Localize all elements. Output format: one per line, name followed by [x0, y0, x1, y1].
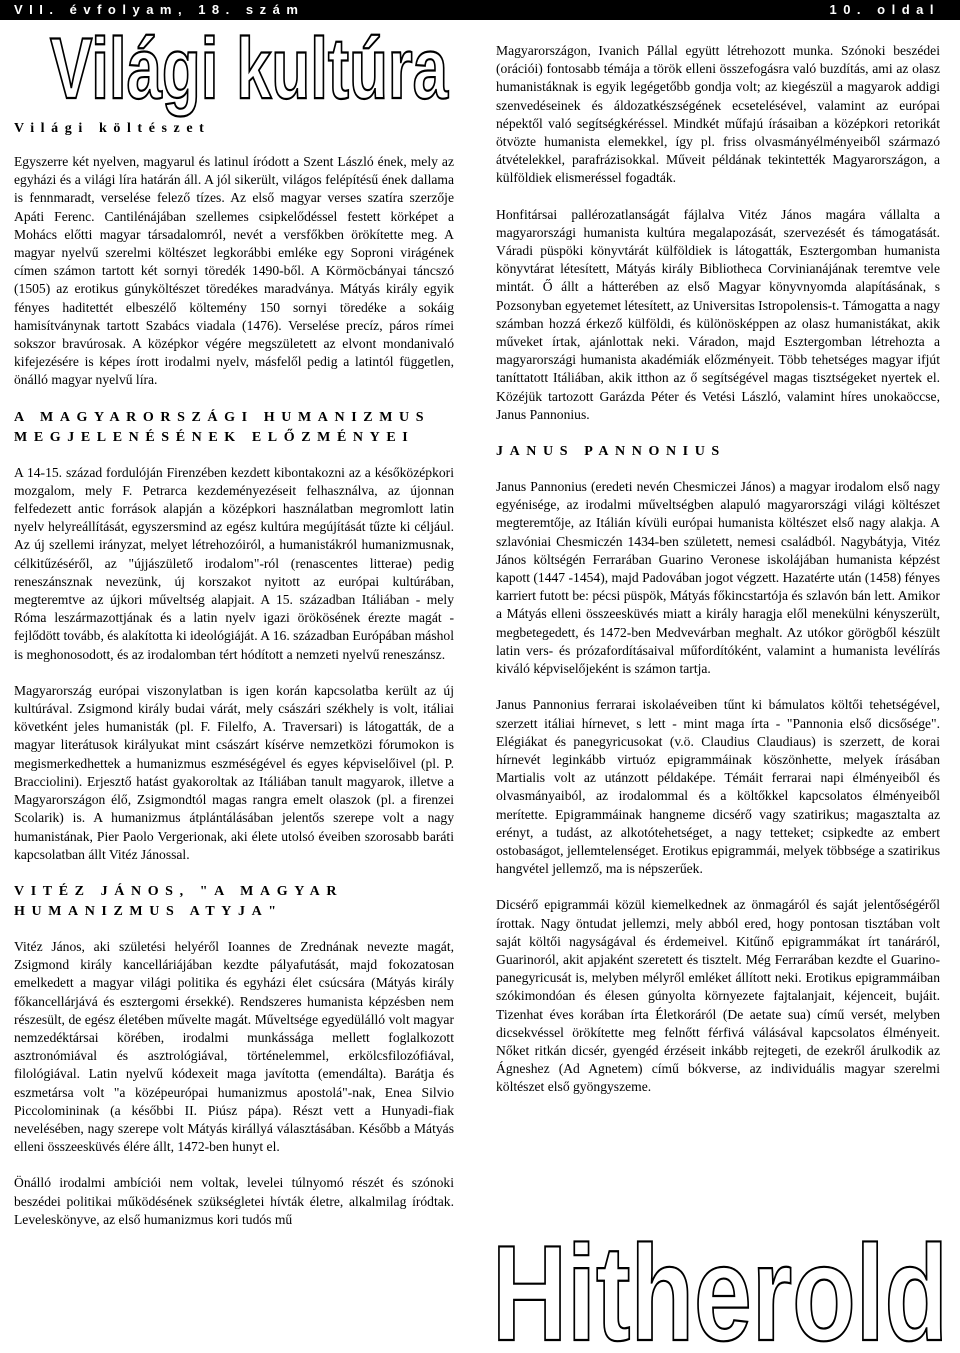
issue-label: VII. évfolyam, 18. szám [14, 2, 305, 17]
footer-title-text: Hitherold [492, 1217, 948, 1353]
paragraph: Janus Pannonius ferrarai iskolaéveiben tűnt ki bámulatos költői tehetségével, szerzett itáliai hírnevet, s lett - mint maga írta - "Pannonia első dicsősége". Elégiákat és panegyricusokat (v.ö. Claudius Claudiaus) is szerzett, de korai hírnevét leginkább virtuóz epigrammáinak köszönhette, melyek írásában Martialis volt az utánzott példaképe. Témáit ferrarai napi élményeiből és olvasmányaiból, az irodalommal és a költőkkel kapcsolatos élményeiből merítette. Epigrammáinak hangneme dicsérő vagy szatirikus; magasztalta az erényt, a tudást, az alkotótehetséget, a nagy tetteket; csipkedte az embert ostobaságot, jellemtelenséget. Erotikus epigrammái, melyek többsége a szatirikus hangvétel jellemző, ma is népszerűek. [496, 697, 940, 877]
section-title-humanizmus-elozmenyei: A MAGYARORSZÁGI HUMANIZMUS MEGJELENÉSÉNEK ELŐZMÉNYEI [14, 409, 431, 445]
section-title-janus-pannonius: JANUS PANNONIUS [496, 444, 726, 460]
paragraph: Magyarország európai viszonylatban is igen korán kapcsolatba került az új kultúrával. Zsigmond király budai várát, mely császári székhely is volt, itáliai követként jeles humanisták (pl. F. Filelfo, A. Traversari) is látogatták, de a magyar literátusok királyukat mint császárt kísérve nemzetközi fórumokon is megismerkedhettek a humanizmus eszméségével és egyes képviselőivel (pl. P. Bracciolini). Erjesztő hatást gyakoroltak az Itáliában tanult magyarok, illetve a Magyarországon élő, Zsigmondtól magas rangra emelt olaszok (pl. a firenzei Scolarik) is. A humanizmus átplántálásában jelentős szerepe volt a nagy humanistának, Pier Paolo Vergerionak, aki élete utolsó éveiben szorosabb baráti kapcsolatban állt Vitéz Jánossal. [14, 682, 454, 862]
left-column [14, 119, 454, 1229]
footer-title [490, 1217, 950, 1353]
banner-title [50, 21, 450, 117]
paragraph: Önálló irodalmi ambíciói nem voltak, levelei túlnyomó részét és szónoki beszédei politikai működésének szükségletei hívták életre, alkalmilag íródtak. Leveleskönyve, az első humanizmus kori tudós mű [14, 1175, 454, 1227]
paragraph: Dicsérő epigrammái közül kiemelkednek az önmagáról és saját jelentőségéről írottak. Nagy öntudat jellemzi, mely abból ered, hogy pontosan tisztában volt saját költői nagyságával és érdemeivel. Kitűnő epigrammákat írt tanáráról, Guarinoról, akit apjaként szeretett és tisztelt. Még Ferrarában kezdte el Guarino-panegyricusát is, melyben mélyről emléket állított neki. Erotikus epigrammáiban szókimondóan és élesen gúnyolta környezete fajtalanjait, kéjenceit, bujáit. Tizenhat éves korában írta Életkoráról (De aetate sua) című versét, melyben dicsekvéssel örökítette meg felnőtt férfivá válásával kapcsolatos élményeit. Nőket ritkán dicsér, gyengéd érzéseit inkább rejtegeti, de ezekről árulkodik az Ágneshez (Ad Agnetem) című bókverse, az individuális magyar szerelmi költészet első gyöngyszeme. [496, 897, 940, 1095]
page-number: 10. oldal [829, 2, 940, 17]
paragraph: A 14-15. század fordulóján Firenzében kezdett kibontakozni az a későközépkori mozgalom, mely F. Petrarca kezdeményezéseit felhasználva, az újonnan felfedezett antic források alapján a középkori használatban megromlott latin nyelv helyreállítását, egyszersmind az egész kultúra megújítását tűzte ki céljául. Az új szellemi irányzat, melyet létrehozóiról, a humanistákról humanizmusnak, célkitűzéséről, az "újjászülető irodalom"-ról (renascentes litterae) pedig reneszánsznak nevezünk, új korszakot nyitott az európai kultúrában, megteremtve az újkori műveltség alapjait. A 15. században Itáliában - mely Róma leszármazottjának és a latin nyelv igazi örökösének érezte magát - fejlődött tovább, és alakította ki ideológiáját. A 16. században Európában máshol is meghonosodott, és az irodalomban tért hódított a nemzeti nyelvű reneszánsz. [14, 464, 454, 662]
paragraph: Honfitársai pallérozatlanságát fájlalva Vitéz János magára vállalta a magyarországi humanista kultúra megalapozását, szervezését és támogatását. Váradi püspöki könyvtárát külföldiek is látogatták, Esztergomban humanista könyvtárat létesített, Mátyás király Bibliotheca Corvinianájának teremtve vele mintát. Ő állt a hátterében az első Magyar könyvnyomda alapításának, s Pozsonyban egyetemet létesített, az Universitas Istropolensis-t. Támogatta a nagy számban hozzá érkező külföldi, és különösképpen az olasz humanistákat, akik műveket írtak, ajánlottak neki. Váradon, majd Esztergomban létrehozta a magyarországi humanista akadémiák előzményeit. Több tehetséges magyar ifjút taníttatott Itáliában, akik itthon az ő segítségével magas tisztségeket nyertek el. Közéjük tartozott Garázda Péter és Vetési László, valamint híres unokaöccse, Janus Pannonius. [496, 206, 940, 422]
section-title-vilagi-kolteszet: Világi költészet [14, 121, 211, 136]
right-column [496, 42, 940, 1097]
banner-title-text: Világi kultúra [50, 21, 449, 117]
paragraph: Magyarországon, Ivanich Pállal együtt létrehozott munka. Szónoki beszédei (orációi) fontosabb témája a török elleni összefogásra való buzdítás, ami az olasz humanistáknak is egyik legégetőbb gondja volt; az kiegészül a magyarok addigi szenvedéseinek és áldozatkészségének ecsetelésével, valamint az európai népektől való segítségkéréssel. Mindkét műfajú írásaiban a középkori retorikát ötvözte humanista elemekkel, így pl. friss olvasmányélményeiből származó átvételekkel, parafrázisokkal. Műveit példának tekintették Magyarországon, a külföldiek elismeréssel fogadták. [496, 43, 940, 186]
paragraph: Egyszerre két nyelven, magyarul és latinul íródott a Szent László ének, mely az egyházi és a világi líra határán áll. A jól sikerült, világos felépítésű ének dallama is fennmaradt, verselése felező tízes. Az első magyar verses szatíra szerzője Apáti Ferenc. Cantilénájában szellemes csipkelődéssel festett körképet a Mohács előtti magyar társadalomról, nevét a versfőkben örökítette meg. A magyar nyelvű szerelmi költészet legkorábbi emléke egy Soproni virágének címen számon tartott két sornyi töredék 1490-ből. A Körmöcbányai táncszó (1505) az erotikus gúnyköltészet töredékes maradványa. Mátyás király egyik fényes haditettét elbeszélő költemény 150 sornyi töredéke a sokáig hamisítványnak tartott Szabács viadala (1476). Verselése precíz, páros rímei sokszor bravúrosak. A középkor végére megszületett az elvont mondanivaló kifejezésére is képes írott irodalmi nyelv, másfelől pedig a latintól független, önálló magyar nyelvű líra. [14, 154, 454, 388]
paragraph: Janus Pannonius (eredeti nevén Chesmiczei János) a magyar irodalom első nagy egyénisége, az irodalmi műveltségben alapuló magyarországi világi költészet megteremtője, az Itálián kívüli európai humanista költészet első nagy alakja. A szlavóniai Chesmiczén 1434-ben született, nemesi családból. Nagybátyja, Vitéz János költségén Ferrarában Guarino Veronese iskolájában humanista képzést kapott (1447 -1454), majd Padovában jogot végzett. Hazatérte után (1458) fényes karriert futott be: pécsi püspök, Mátyás főkincstartója és szlavón bán lett. Amikor a Mátyás elleni összeesküvés miatt a király haragja elől menekülni kényszerült, megbetegedett, és 1472-ben Medvevárban meghalt. Az utókor görögből készült latin vers- és prózafordításaival műfordítóként, valamint a humanista levélírás kiváló képviselőjeként is számon tartja. [496, 479, 940, 677]
page-header-bar [0, 0, 960, 20]
section-title-vitez-janos: VITÉZ JÁNOS, "A MAGYAR HUMANIZMUS ATYJA" [14, 883, 344, 919]
paragraph: Vitéz János, aki születési helyéről Ioannes de Zrednának nevezte magát, Zsigmond király kancelláriájában kezdte pályafutását, majd fokozatosan emelkedett a magyar világi politika és egyházi élet csúcsára (Mátyás király főkancellárjává és esztergomi érsekké). Rendszeres humanista képzésben nem részesült, de egész életében művelte magát. Műveltsége egyedülálló volt magyar nemzedéktársai körében, irodalmi munkássága mellett foglalkozott asztronómiával és asztrológiával, történelemmel, erkölcsfilozófiával, filológiával. Latin nyelvű kódexeit maga javította (emendálta). Barátja és eszmetársa volt "a középeurópai humanizmus apostolá"-nak, Enea Silvio Piccolomininak (a későbbi II. Piúsz pápa). Részt vett a Hunyadi-fiak nevelésében, nagy szerepe volt Mátyás királlyá választásában. Később a Mátyás elleni összeesküvés élére állt, 1472-ben hunyt el. [14, 938, 454, 1155]
